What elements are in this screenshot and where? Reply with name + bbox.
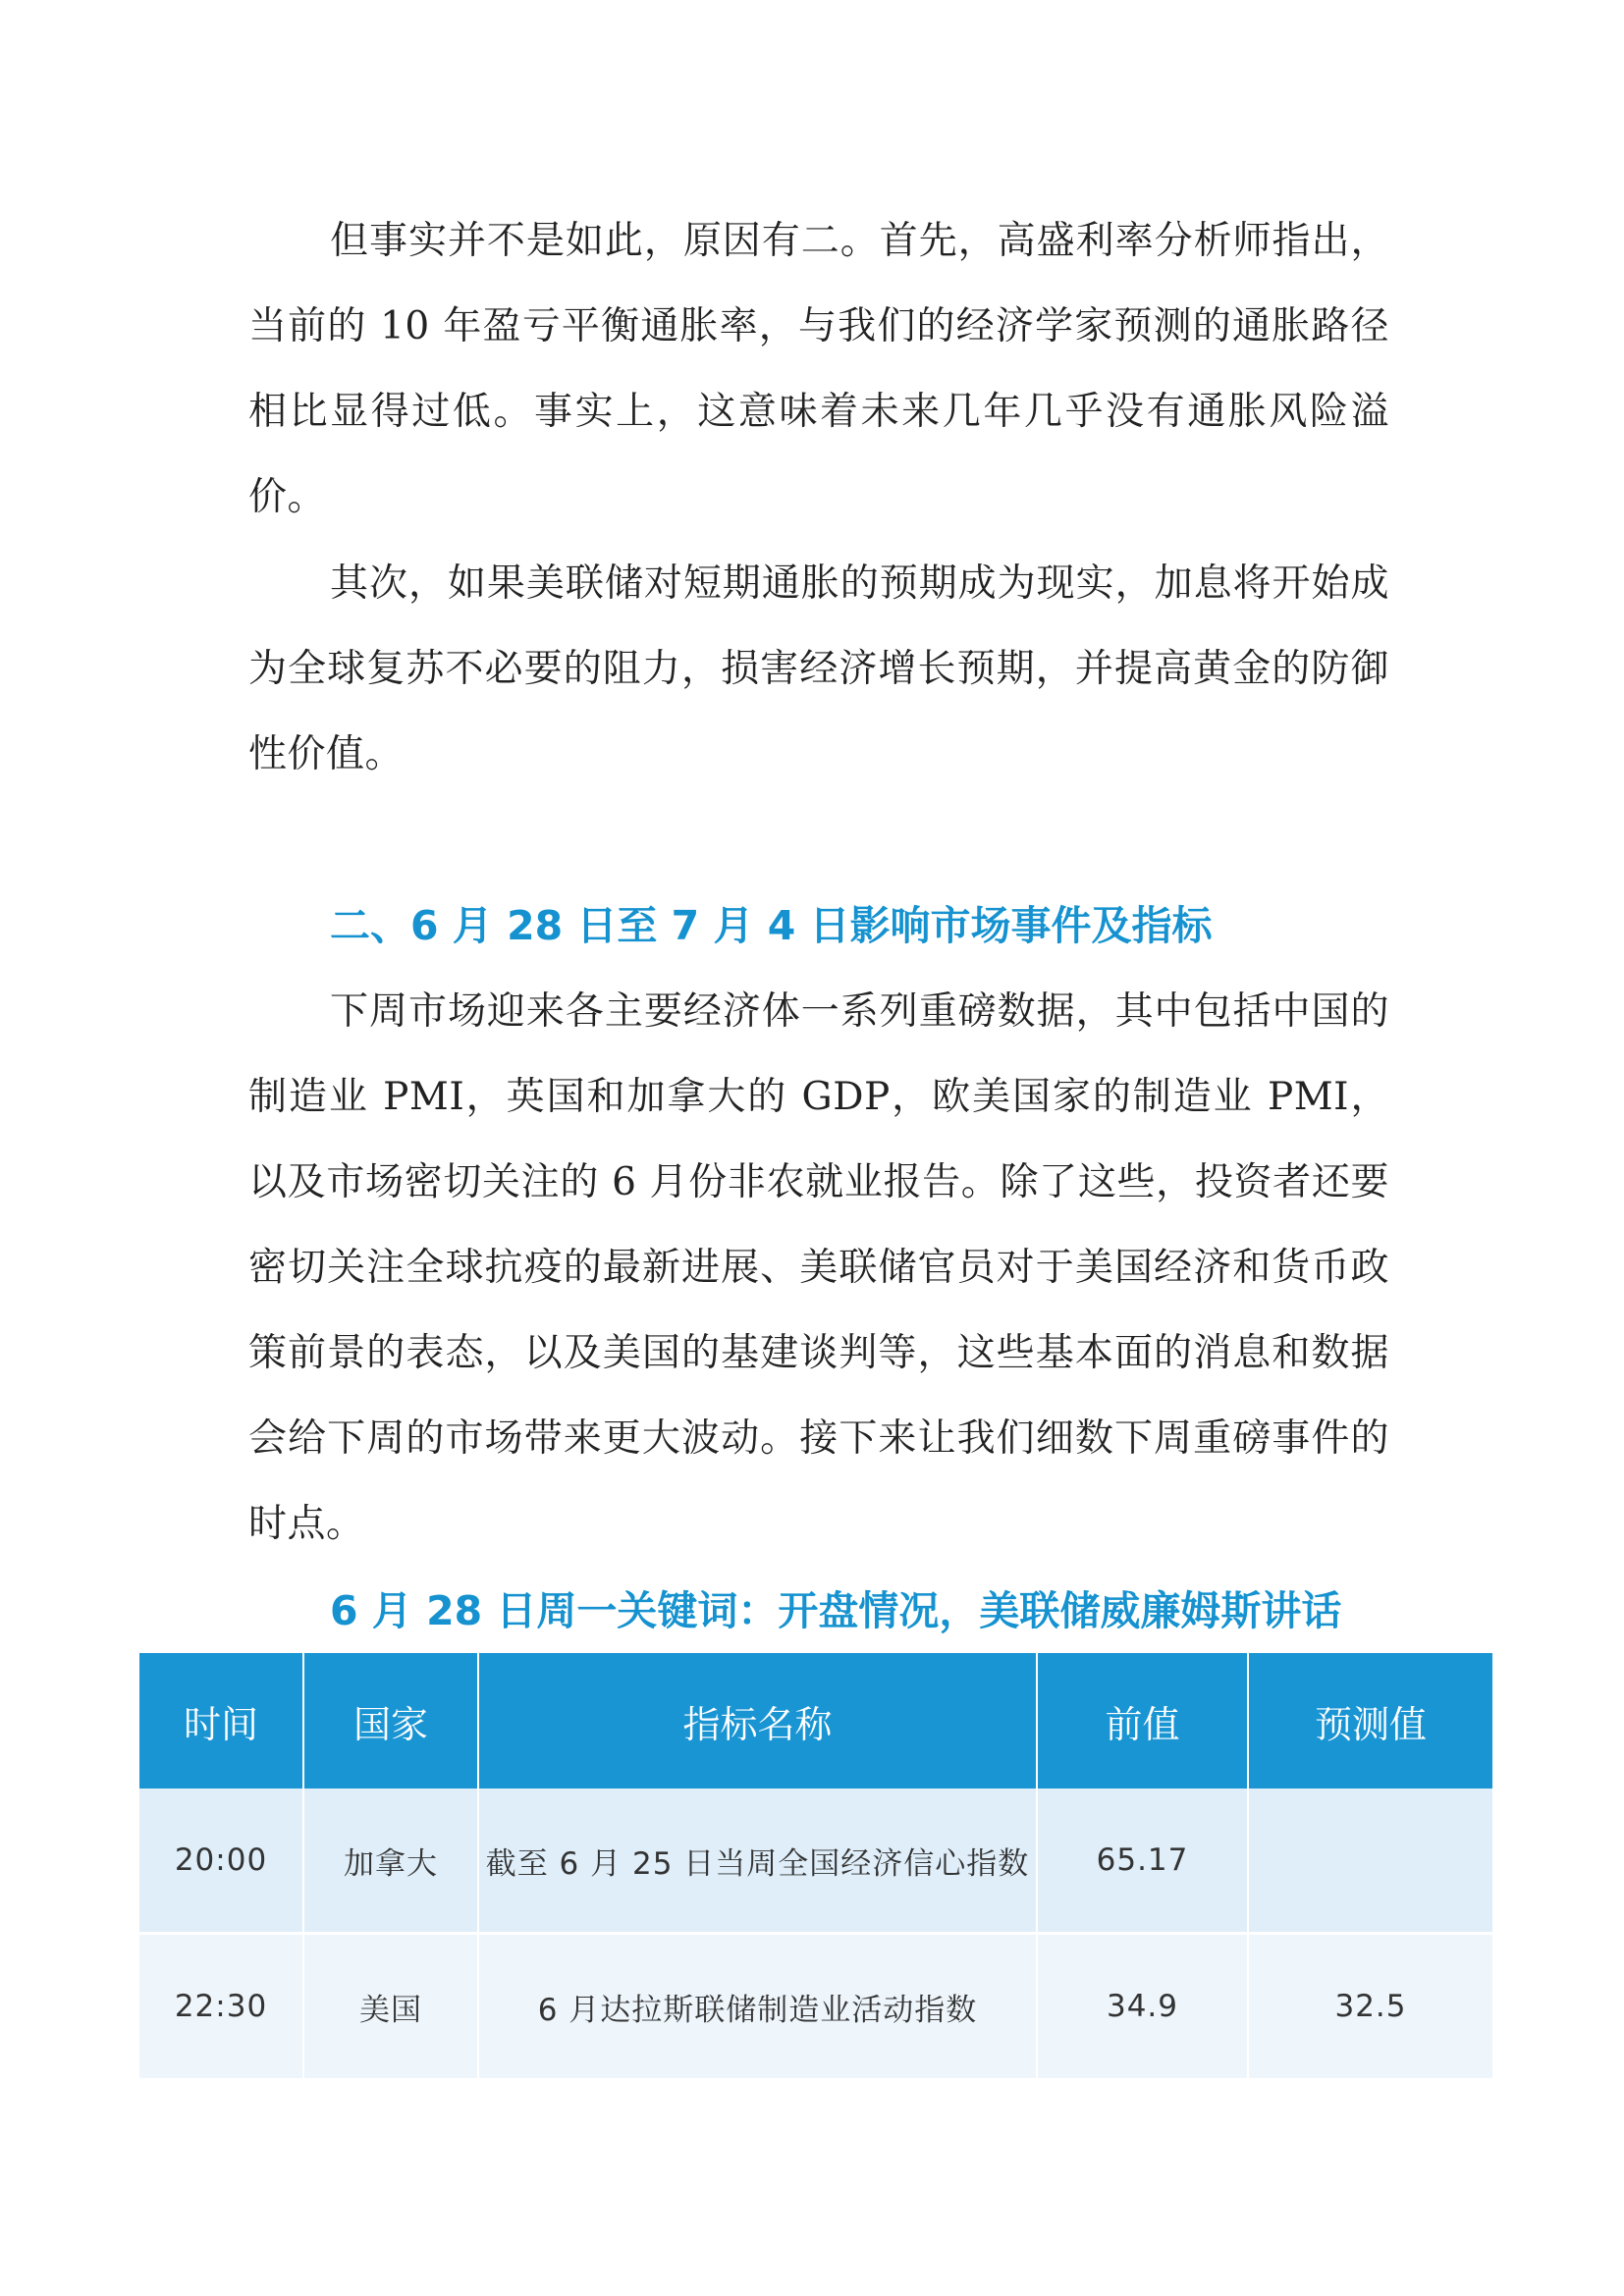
body-paragraph: 其次，如果美联储对短期通胀的预期成为现实，加息将开始成为全球复苏不必要的阻力，损害经济增长预期，并提高黄金的防御性价值。 [248, 561, 1389, 776]
column-header-time: 时间 [139, 1653, 303, 1789]
cell-time: 22:30 [139, 1934, 303, 2079]
table-header-row [139, 1653, 1492, 1789]
cell-time: 20:00 [139, 1789, 303, 1934]
cell-country: 加拿大 [303, 1789, 478, 1934]
column-header-forecast: 预测值 [1248, 1653, 1492, 1789]
column-header-indicator: 指标名称 [478, 1653, 1037, 1789]
indicator-table [139, 1653, 1492, 2078]
table-row [139, 1934, 1492, 2079]
cell-indicator: 截至 6 月 25 日当周全国经济信心指数 [478, 1789, 1037, 1934]
cell-previous: 65.17 [1037, 1789, 1248, 1934]
cell-indicator: 6 月达拉斯联储制造业活动指数 [478, 1934, 1037, 2079]
cell-country: 美国 [303, 1934, 478, 2079]
body-paragraph: 但事实并不是如此，原因有二。首先，高盛利率分析师指出，当前的 10 年盈亏平衡通胀率，与我们的经济学家预测的通胀路径相比显得过低。事实上，这意味着未来几年几乎没有通胀风险溢价。 [248, 219, 1389, 519]
section-heading: 二、6 月 28 日至 7 月 4 日影响市场事件及指标 [330, 902, 1213, 949]
cell-forecast: 32.5 [1248, 1934, 1492, 2079]
body-paragraph: 下周市场迎来各主要经济体一系列重磅数据，其中包括中国的制造业 PMI，英国和加拿大的 GDP，欧美国家的制造业 PMI，以及市场密切关注的 6 月份非农就业报告。除了这些，投资者还要密切关注全球抗疫的最新进展、美联储官员对于美国经济和货币政策前景的表态，以及美国的基建谈判等，这些基本面的消息和数据会给下周的市场带来更大波动。接下来让我们细数下周重磅事件的时点。 [248, 989, 1389, 1546]
table-row [139, 1789, 1492, 1934]
column-header-previous: 前值 [1037, 1653, 1248, 1789]
cell-previous: 34.9 [1037, 1934, 1248, 2079]
cell-forecast [1248, 1789, 1492, 1934]
day-heading: 6 月 28 日周一关键词：开盘情况，美联储威廉姆斯讲话 [330, 1587, 1342, 1634]
column-header-country: 国家 [303, 1653, 478, 1789]
